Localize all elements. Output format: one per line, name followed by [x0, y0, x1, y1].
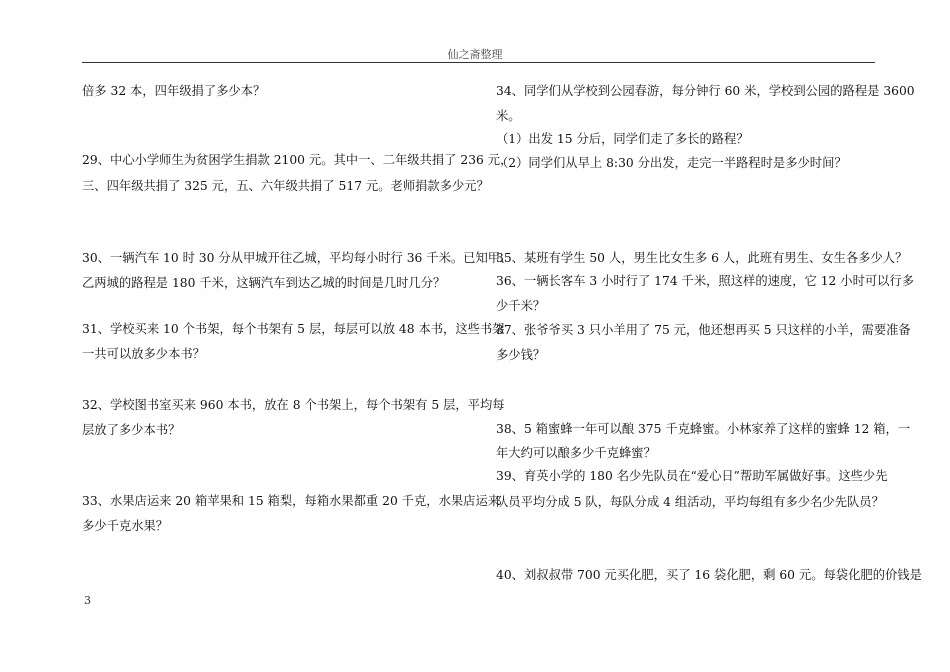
question-line: 40、刘叔叔带 700 元买化肥，买了 16 袋化肥，剩 60 元。每袋化肥的价钱是 — [496, 568, 922, 582]
question-line: 34、同学们从学校到公园春游，每分钟行 60 米，学校到公园的路程是 3600 — [496, 84, 915, 98]
question-line: 36、一辆长客车 3 小时行了 174 千米，照这样的速度，它 12 小时可以行多 — [496, 274, 915, 288]
question-line: 30、一辆汽车 10 时 30 分从甲城开往乙城，平均每小时行 36 千米。已知甲、 — [82, 251, 513, 265]
question-line: 年大约可以酿多少千克蜂蜜？ — [496, 446, 656, 460]
question-line: 米。 — [496, 109, 521, 123]
question-line: 三、四年级共捐了 325 元，五、六年级共捐了 517 元。老师捐款多少元？ — [82, 179, 489, 193]
question-line: 38、5 箱蜜蜂一年可以酿 375 千克蜂蜜。小林家养了这样的蜜蜂 12 箱，一 — [496, 422, 911, 436]
question-line: 少千米？ — [496, 299, 546, 313]
question-line: 倍多 32 本，四年级捐了多少本？ — [82, 84, 266, 98]
page-number: 3 — [84, 594, 91, 607]
header-rule — [82, 62, 875, 63]
question-line: 29、中心小学师生为贫困学生捐款 2100 元。其中一、二年级共捐了 236 元， — [82, 153, 513, 167]
question-line: 队员平均分成 5 队，每队分成 4 组活动，平均每组有多少名少先队员？ — [496, 495, 884, 509]
sub-question-line: （2）同学们从早上 8:30 分出发，走完一半路程时是多少时间？ — [496, 156, 847, 170]
question-line: 一共可以放多少本书？ — [82, 347, 205, 361]
page-header: 仙之斋整理 — [447, 48, 503, 61]
question-line: 31、学校买来 10 个书架，每个书架有 5 层，每层可以放 48 本书，这些书架 — [82, 322, 505, 336]
question-line: 层放了多少本书？ — [82, 423, 181, 437]
question-line: 32、学校图书室买来 960 本书，放在 8 个书架上，每个书架有 5 层，平均每 — [82, 398, 505, 412]
question-line: 33、水果店运来 20 箱苹果和 15 箱梨，每箱水果都重 20 千克，水果店运来 — [82, 494, 501, 508]
question-line: 乙两城的路程是 180 千米，这辆汽车到达乙城的时间是几时几分？ — [82, 276, 446, 290]
question-line: 39、育英小学的 180 名少先队员在“爱心日”帮助军属做好事。这些少先 — [496, 469, 888, 483]
sub-question-line: （1）出发 15 分后，同学们走了多长的路程？ — [496, 132, 749, 146]
question-line: 多少千克水果？ — [82, 519, 169, 533]
question-line: 35、某班有学生 50 人，男生比女生多 6 人，此班有男生、女生各多少人？ — [496, 251, 908, 265]
question-line: 37、张爷爷买 3 只小羊用了 75 元，他还想再买 5 只这样的小羊，需要准备 — [496, 323, 911, 337]
question-line: 多少钱？ — [496, 348, 546, 362]
